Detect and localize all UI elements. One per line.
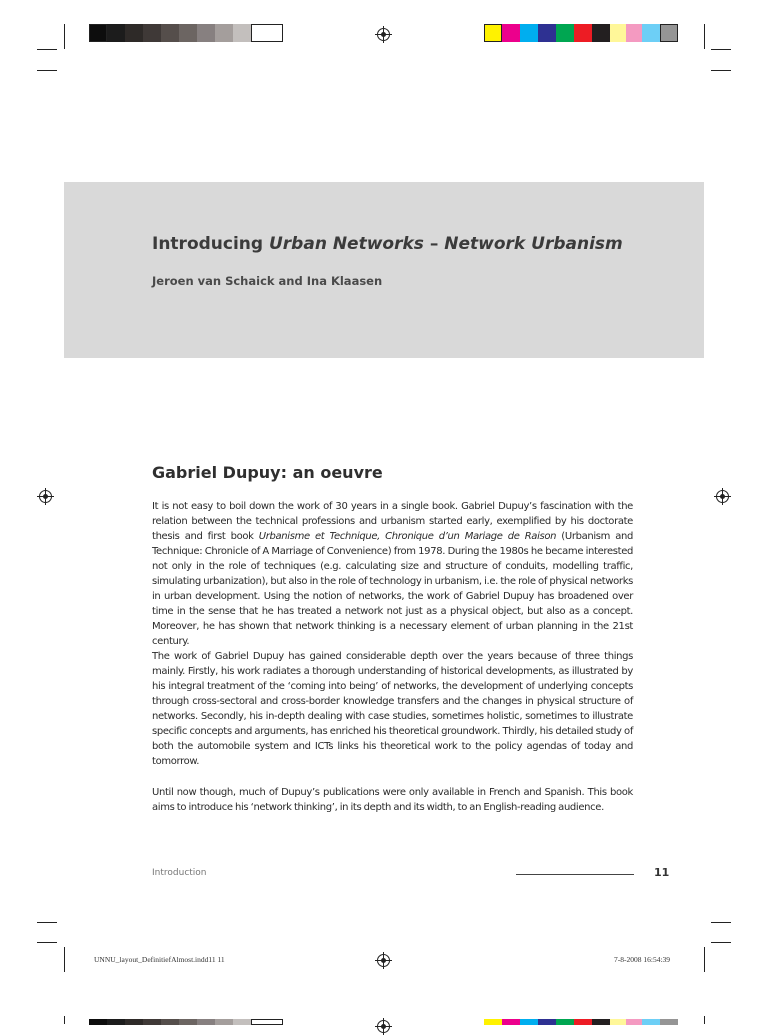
page-number: 11 [654,866,670,879]
color-swatch [610,1019,626,1025]
paragraph-1-text-b: (Urbanism and Technique: Chronicle of A Marriage of Convenience) from 1978. During the 1980s he became interested not only in the role of techniques (e.g. calculating size and structure of conduits, modelling traffic, simulating urbanization), but also in the role of technology in urbanism, i.e. the role of physical networks in urban development. Using the notion of networks, the work of Gabriel Dupuy has broadened over time in the sense that he has treated a network not just as a physical object, but also as a concept. Moreover, he has shown that network thinking is a necessary element of urban planning in the 21st century. [152,531,633,647]
registration-mark-icon [716,490,729,503]
gray-swatch [197,1019,215,1025]
gray-swatch [179,1019,197,1025]
gray-swatch [233,1019,251,1025]
gray-swatch [251,24,283,42]
color-swatch [556,24,574,42]
gray-swatch [125,24,143,42]
gray-swatch [215,1019,233,1025]
color-swatch [626,24,642,42]
slug-timestamp: 7-8-2008 16:54:39 [614,955,671,964]
title-italic-network-urbanism: Network Urbanism [444,234,623,254]
registration-mark-icon [39,490,52,503]
gray-swatch [197,24,215,42]
registration-mark-icon [377,28,390,41]
gray-swatch [107,24,125,42]
paragraph-1-book-title: Urbanisme et Technique, Chronique d’un Mariage de Raison [258,531,557,542]
color-swatch [660,24,678,42]
color-swatch [660,1019,678,1025]
registration-mark-icon [377,954,390,967]
slug-file-info: UNNU_layout_DefinitiefAlmost.indd11 11 [94,955,225,964]
color-swatch [626,1019,642,1025]
gray-swatch [233,24,251,42]
gray-swatch [89,24,107,42]
color-swatch [574,1019,592,1025]
gray-swatch [125,1019,143,1025]
paragraph-1 [152,499,633,649]
color-swatch [484,24,502,42]
gray-swatch [107,1019,125,1025]
gray-swatch [161,1019,179,1025]
color-swatch [484,1019,502,1025]
gray-swatch [89,1019,107,1025]
color-swatch [520,1019,538,1025]
running-footer-label: Introduction [152,868,207,878]
gray-swatch [143,1019,161,1025]
gray-swatch [179,24,197,42]
chapter-title-box [64,182,704,358]
section-heading: Gabriel Dupuy: an oeuvre [152,463,383,482]
chapter-title [152,234,623,254]
title-prefix: Introducing [152,234,269,254]
footer-rule [516,874,634,875]
color-swatch [520,24,538,42]
gray-swatch [161,24,179,42]
color-swatch [538,1019,556,1025]
color-swatch [592,24,610,42]
color-swatch [642,1019,660,1025]
registration-mark-icon [377,1020,390,1033]
gray-swatch [143,24,161,42]
color-swatch [502,24,520,42]
color-swatch [642,24,660,42]
paragraph-2: The work of Gabriel Dupuy has gained considerable depth over the years because of three things mainly. Firstly, his work radiates a thorough understanding of historical developments, as illustrated by his integral treatment of the ‘coming into being’ of networks, the development of underlying concepts through cross-sectoral and cross-border knowledge transfers and the changes in physical structure of networks. Secondly, his in-depth dealing with case studies, sometimes holistic, sometimes to illustrate specific concepts and arguments, has enriched his theoretical groundwork. Thirdly, his detailed study of both the automobile system and ICTs links his theoretical work to the policy agendas of today and tomorrow. [152,651,633,767]
paragraph-1-text-a: It is not easy to boil down the work of 30 years in a single book. Gabriel Dupuy’s fascination with the relation between the technical professions and urbanism started early, exemplified by his doctorate thesis and first book [152,501,633,542]
color-swatch [538,24,556,42]
title-italic-urban-networks: Urban Networks [268,234,424,254]
chapter-authors: Jeroen van Schaick and Ina Klaasen [152,274,383,288]
color-swatch [574,24,592,42]
color-swatch [556,1019,574,1025]
title-dash: – [423,234,445,254]
paragraph-3: Until now though, much of Dupuy’s publications were only available in French and Spanish. This book aims to introduce his ‘network thinking’, in its depth and its width, to an English-reading audience. [152,787,633,813]
gray-swatch [251,1019,283,1025]
color-swatch [610,24,626,42]
gray-swatch [215,24,233,42]
color-swatch [592,1019,610,1025]
color-swatch [502,1019,520,1025]
